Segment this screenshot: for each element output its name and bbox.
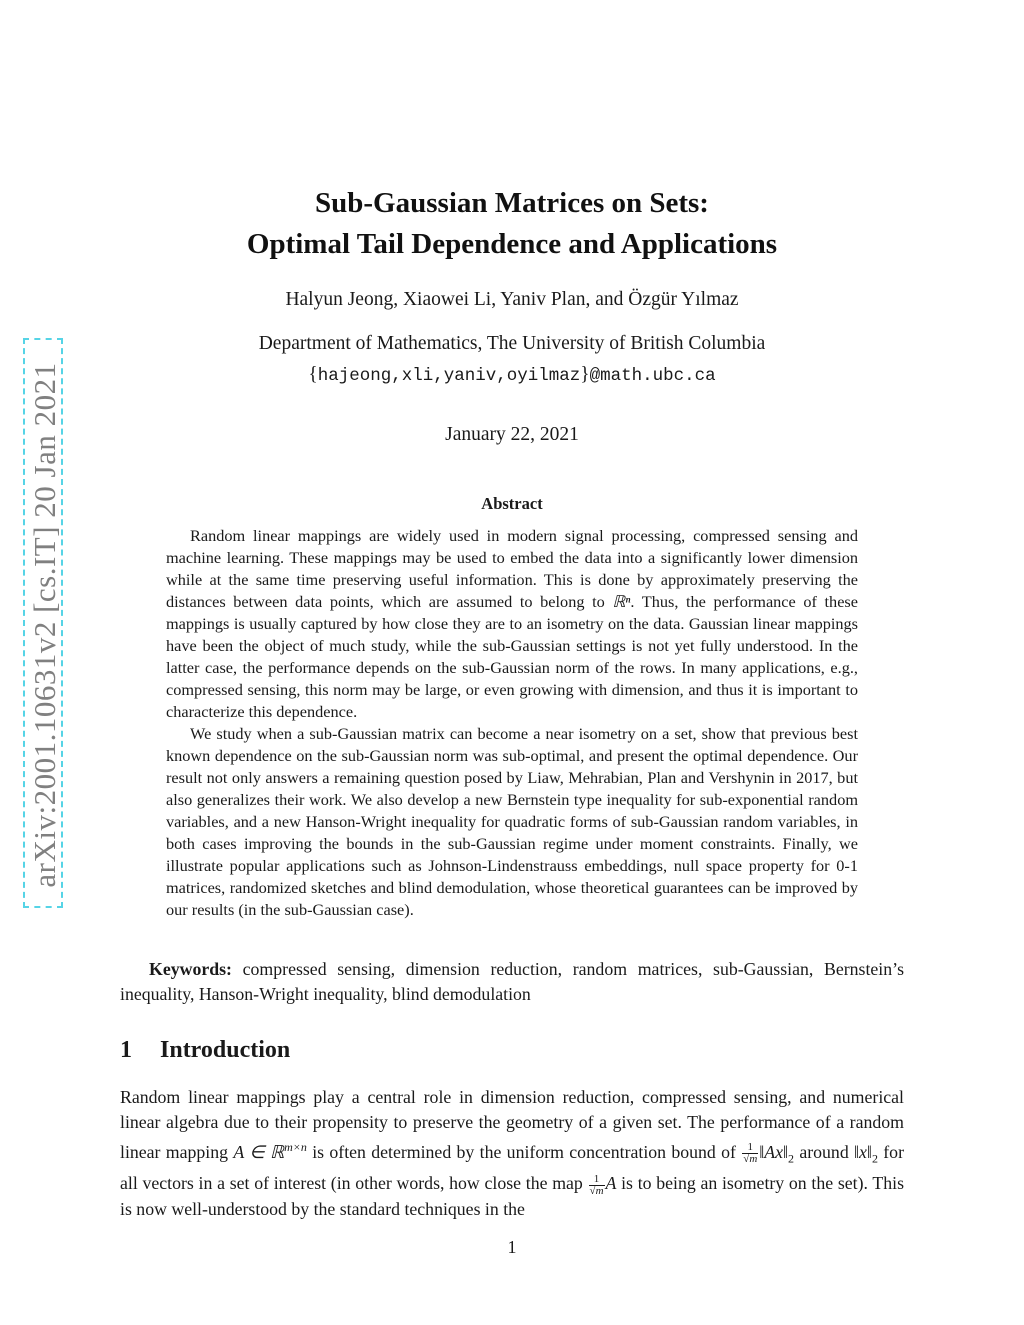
intro-text-3: around bbox=[794, 1141, 855, 1162]
abstract-paragraph-2: We study when a sub-Gaussian matrix can become a near isometry on a set, show that previous best known dependence on the sub-Gaussian norm was sub-optimal, and present the optimal dependence. Our result not only answers a remaining question posed by Liaw, Mehrabian, Plan and Vershynin in 2017, but also generalizes their work. We also develop a new Bernstein type inequality for sub-exponential random variables, and a new Hanson-Wright inequality for quadratic forms of sub-Gaussian random variables, in both cases improving the bounds in the sub-Gaussian regime under moment constraints. Finally, we illustrate popular applications such as Johnson-Lindenstrauss embeddings, null space property for 0-1 matrices, randomized sketches and blind demodulation, whose theoretical guarantees can be improved by our results (in the sub-Gaussian case). bbox=[166, 724, 858, 919]
math-dimension-superscript: m×n bbox=[284, 1140, 307, 1154]
section-number: 1 bbox=[120, 1037, 132, 1063]
section-heading-introduction bbox=[120, 1037, 290, 1064]
math-norm-x: ‖x‖ bbox=[854, 1141, 872, 1162]
math-norm-Ax: ‖Ax‖ bbox=[759, 1141, 789, 1162]
intro-text-2: is often determined by the uniform concentration bound of bbox=[306, 1141, 742, 1162]
fraction-numerator: 1 bbox=[589, 1174, 605, 1186]
keywords-block bbox=[120, 957, 904, 1007]
page-number: 1 bbox=[507, 1237, 517, 1257]
email-close-brace: } bbox=[580, 364, 590, 385]
email-usernames: hajeong,xli,yaniv,oyilmaz bbox=[317, 366, 581, 386]
section-title: Introduction bbox=[160, 1037, 291, 1063]
keywords-text: compressed sensing, dimension reduction, random matrices, sub-Gaussian, Bernstein’s inequality, Hanson-Wright inequality, blind demodulation bbox=[120, 959, 904, 1004]
math-norm-subscript: 2 bbox=[788, 1151, 795, 1166]
math-A-in-R: A ∈ ℝ bbox=[233, 1141, 285, 1162]
paper-title-line-1: Sub-Gaussian Matrices on Sets: bbox=[315, 187, 709, 219]
abstract-body bbox=[166, 525, 858, 921]
abstract-p1-text-b: . Thus, the performance of these mappings is usually captured by how close they are to an isometry on the data. Gaussian linear mappings have been the object of much study, while the sub-Gaussian settings is not yet fully understood. In the latter case, the performance depends on the sub-Gaussian norm of the rows. In many applications, e.g., compressed sensing, this norm may be large, or even growing with dimension, and thus it is important to characterize this dependence. bbox=[166, 592, 858, 721]
math-norm-subscript: 2 bbox=[871, 1151, 878, 1166]
abstract-heading: Abstract bbox=[481, 494, 543, 513]
keywords-label: Keywords: bbox=[149, 959, 232, 979]
intro-text-4: for all vectors in a set of interest (in other words, how close the map bbox=[120, 1141, 904, 1194]
math-fraction-1-over-sqrt-m bbox=[742, 1142, 758, 1165]
abstract-paragraph-1 bbox=[166, 525, 858, 723]
intro-text-1: Random linear mappings play a central role in dimension reduction, compressed sensing, and numerical linear algebra due to their propensity to preserve the geometry of a given set. The performance of a random linear mapping bbox=[120, 1087, 904, 1162]
arxiv-identifier: arXiv:2001.10631v2 [cs.IT] 20 Jan 2021 bbox=[27, 362, 62, 888]
math-A: A bbox=[605, 1173, 617, 1194]
author-emails bbox=[0, 364, 1024, 386]
fraction-numerator: 1 bbox=[742, 1142, 758, 1154]
email-domain: @math.ubc.ca bbox=[589, 366, 716, 386]
math-fraction-1-over-sqrt-m bbox=[589, 1174, 605, 1197]
math-real-space-n: ℝⁿ bbox=[612, 592, 631, 611]
affiliation: Department of Mathematics, The University of British Columbia bbox=[258, 333, 766, 354]
paper-title-line-2: Optimal Tail Dependence and Applications bbox=[246, 228, 778, 260]
author-list: Halyun Jeong, Xiaowei Li, Yaniv Plan, and Özgür Yılmaz bbox=[285, 289, 739, 310]
introduction-paragraph bbox=[120, 1085, 904, 1222]
fraction-denominator: √m bbox=[743, 1153, 758, 1166]
abstract-p1-text-a: Random linear mappings are widely used in modern signal processing, compressed sensing and machine learning. These mappings may be used to embed the data into a significantly lower dimension while at the same time preserving useful information. This is done by approximately preserving the distances between data points, which are assumed to belong to bbox=[166, 526, 858, 611]
email-open-brace: { bbox=[308, 364, 318, 385]
intro-text-5: is to being an isometry on the set). This is now well-understood by the standard techniques in the bbox=[120, 1173, 904, 1219]
publication-date: January 22, 2021 bbox=[445, 424, 579, 445]
fraction-denominator: √m bbox=[589, 1184, 604, 1197]
